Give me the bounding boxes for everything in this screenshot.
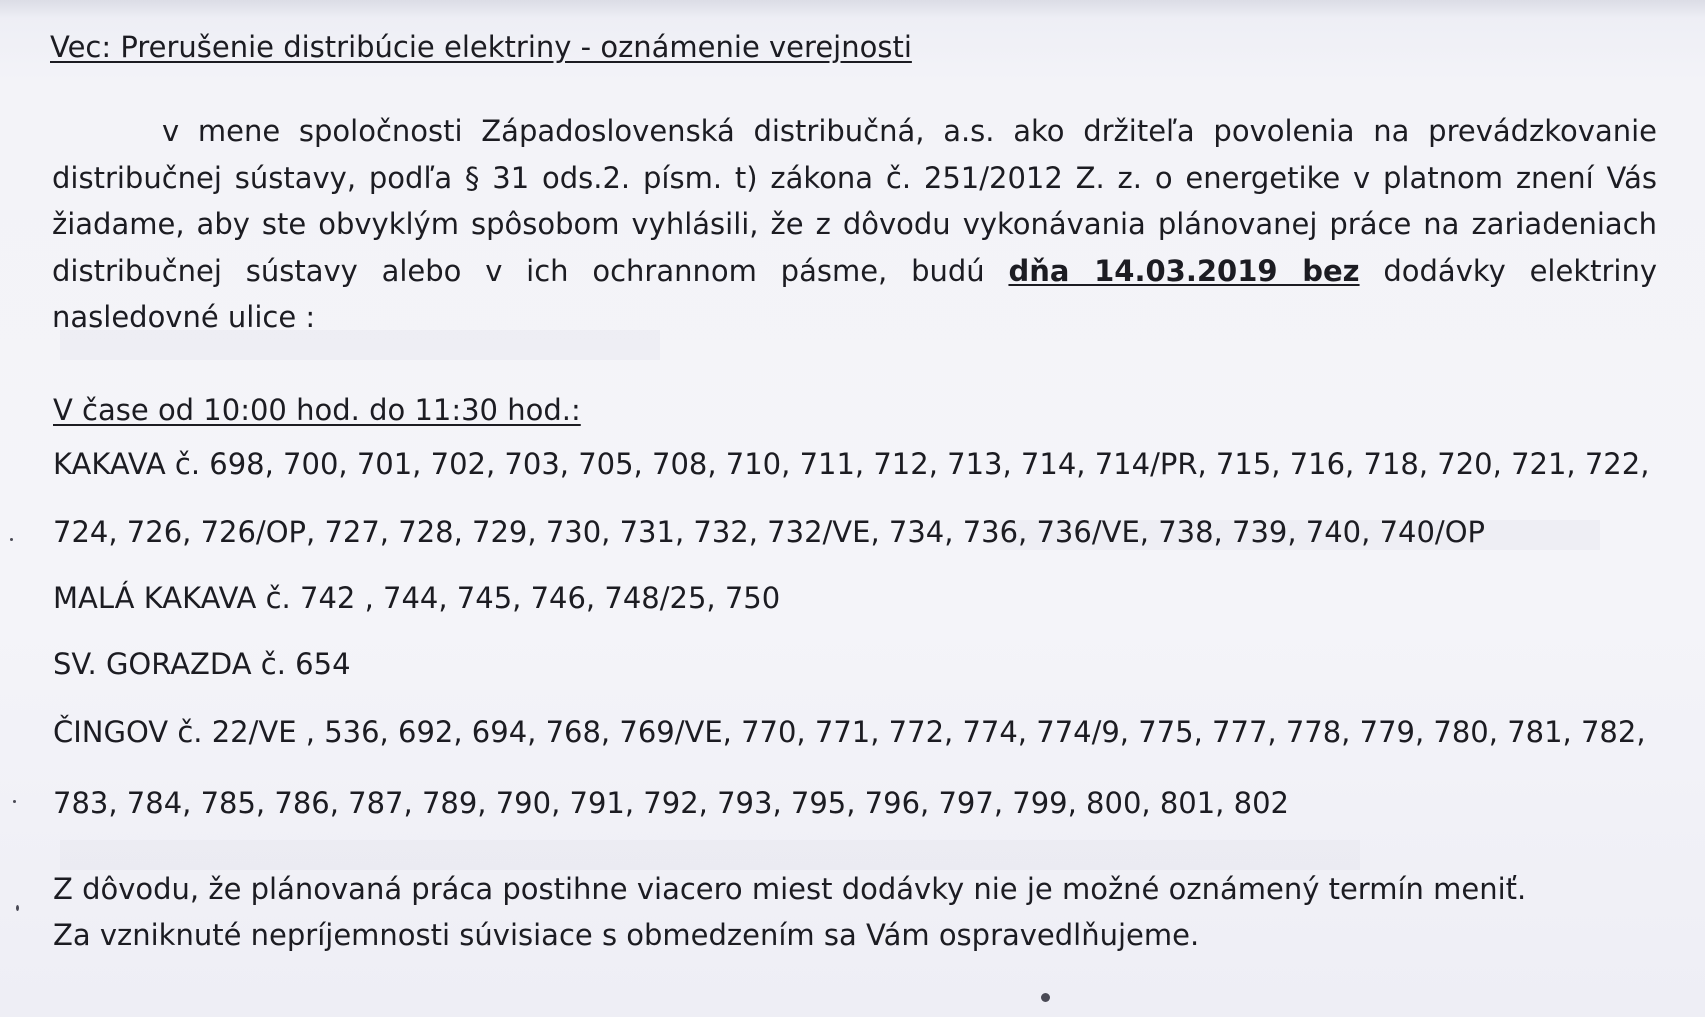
intro-paragraph (52, 108, 1657, 341)
street-line-kakava-1: KAKAVA č. 698, 700, 701, 702, 703, 705, 708, 710, 711, 712, 713, 714, 714/PR, 715, 716, 718, 720, 721, 722, (53, 447, 1650, 481)
intro-text-before: v mene spoločnosti Západoslovenská distribučná, a.s. ako držiteľa povolenia na prevádzkovanie distribučnej sústavy, podľa § 31 ods.2. písm. t) zákona č. 251/2012 Z. z. o energetike v platnom znení Vás žiadame, aby ste obvyklým spôsobom vyhlásili, že z dôvodu vykonávania plánovanej práce na zariadeniach distribučnej sústavy alebo v ich ochrannom pásme, budú (52, 114, 1657, 288)
scan-speck (13, 800, 16, 803)
page-fold-shadow (0, 0, 1705, 18)
scan-speck (1041, 993, 1050, 1002)
time-heading: V čase od 10:00 hod. do 11:30 hod.: (53, 393, 581, 427)
street-line-cingov-2: 783, 784, 785, 786, 787, 789, 790, 791, 792, 793, 795, 796, 797, 799, 800, 801, 802 (53, 786, 1289, 820)
scan-speck (16, 905, 19, 911)
document-subject: Vec: Prerušenie distribúcie elektriny - oznámenie verejnosti (50, 30, 912, 64)
closing-line-1: Z dôvodu, že plánovaná práca postihne viacero miest dodávky nie je možné oznámený termín meniť. (53, 872, 1527, 906)
street-line-cingov-1: ČINGOV č. 22/VE , 536, 692, 694, 768, 769/VE, 770, 771, 772, 774, 774/9, 775, 777, 778, 779, 780, 781, 782, (53, 715, 1646, 749)
street-line-kakava-2: 724, 726, 726/OP, 727, 728, 729, 730, 731, 732, 732/VE, 734, 736, 736/VE, 738, 739, 740, 740/OP (53, 515, 1486, 549)
scan-speck (10, 538, 13, 541)
closing-line-2: Za vzniknuté nepríjemnosti súvisiace s obmedzením sa Vám ospravedlňujeme. (53, 918, 1200, 952)
outage-date: dňa 14.03.2019 bez (1008, 253, 1360, 288)
show-through-band (60, 840, 1360, 870)
intro-text-after: dodávky elektriny nasledovné ulice : (52, 253, 1658, 334)
street-line-mala-kakava: MALÁ KAKAVA č. 742 , 744, 745, 746, 748/25, 750 (53, 581, 781, 615)
street-line-sv-gorazda: SV. GORAZDA č. 654 (53, 647, 351, 681)
